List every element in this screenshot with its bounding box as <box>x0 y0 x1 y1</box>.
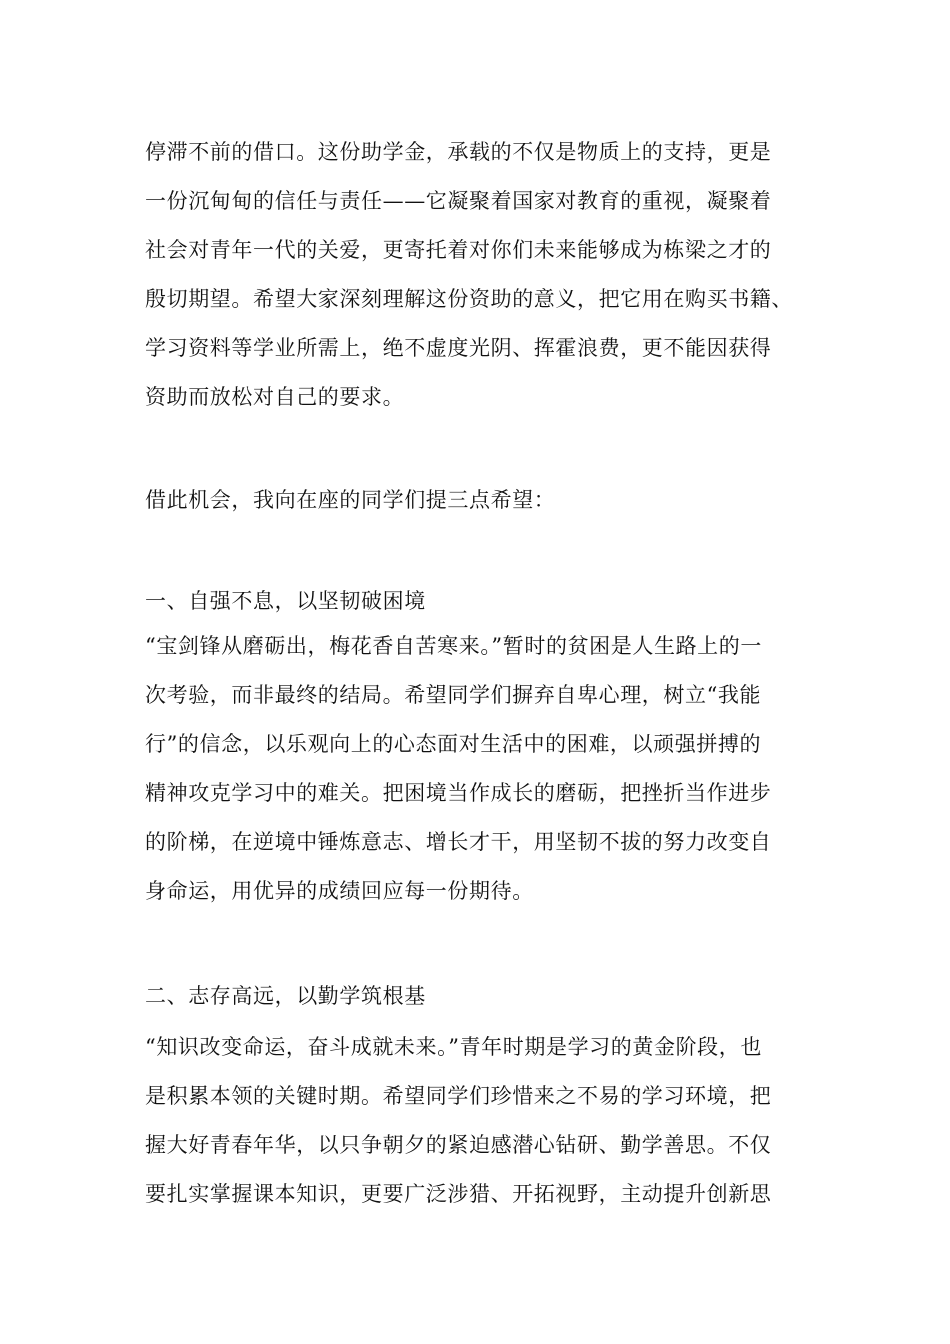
paragraph-line: 次考验，而非最终的结局。希望同学们摒弃自卑心理，树立“我能 <box>145 683 762 707</box>
paragraph-line: 精神攻克学习中的难关。把困境当作成长的磨砺，把挫折当作进步 <box>145 781 772 805</box>
paragraph-line: 的阶梯，在逆境中锤炼意志、增长才干，用坚韧不拔的努力改变自 <box>145 830 772 854</box>
paragraph-line: 行”的信念，以乐观向上的心态面对生活中的困难，以顽强拼搏的 <box>145 732 762 756</box>
paragraph-line: “宝剑锋从磨砺出，梅花香自苦寒来。”暂时的贫困是人生路上的一 <box>145 634 762 658</box>
paragraph-line: “知识改变命运，奋斗成就未来。”青年时期是学习的黄金阶段，也 <box>145 1035 762 1059</box>
section-heading-2: 二、志存高远，以勤学筑根基 <box>145 984 426 1008</box>
section-heading-1: 一、自强不息，以坚韧破困境 <box>145 589 426 613</box>
paragraph-line: 资助而放松对自己的要求。 <box>145 385 405 409</box>
paragraph-line: 学习资料等学业所需上，绝不虚度光阴、挥霍浪费，更不能因获得 <box>145 336 772 360</box>
paragraph-line: 一份沉甸甸的信任与责任——它凝聚着国家对教育的重视，凝聚着 <box>145 189 772 213</box>
paragraph-line: 身命运，用优异的成绩回应每一份期待。 <box>145 879 534 903</box>
paragraph-line: 要扎实掌握课本知识，更要广泛涉猎、开拓视野，主动提升创新思 <box>145 1182 772 1206</box>
paragraph-line: 握大好青春年华，以只争朝夕的紧迫感潜心钻研、勤学善思。不仅 <box>145 1133 772 1157</box>
paragraph-line: 殷切期望。希望大家深刻理解这份资助的意义，把它用在购买书籍、 <box>145 287 793 311</box>
paragraph-line: 停滞不前的借口。这份助学金，承载的不仅是物质上的支持，更是 <box>145 140 772 164</box>
paragraph-line: 社会对青年一代的关爱，更寄托着对你们未来能够成为栋梁之才的 <box>145 238 772 262</box>
paragraph-line: 是积累本领的关键时期。希望同学们珍惜来之不易的学习环境，把 <box>145 1084 772 1108</box>
intro-line: 借此机会，我向在座的同学们提三点希望： <box>145 488 556 512</box>
